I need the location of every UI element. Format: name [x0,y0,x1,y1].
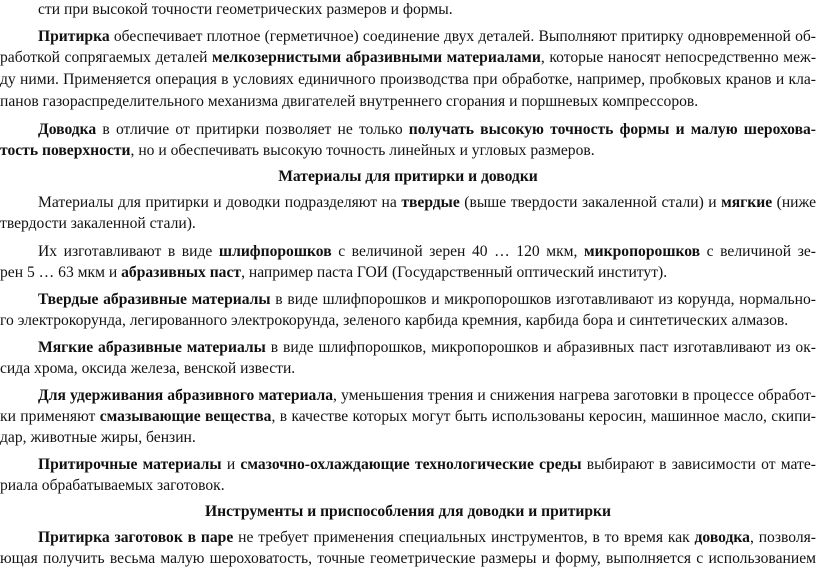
bold-term: Доводка [38,121,97,138]
text-line [0,549,816,569]
text-line [0,70,816,90]
text-run: (ниже [772,194,816,211]
text-run: (выше твердости закаленной стали) и [459,194,722,211]
text-run: обеспечивает плотное (герметичное) соединение двух деталей. Выполняют притирку одновременной об- [109,28,816,45]
text-line [0,92,816,112]
text-run: ющая получить весьма малую шероховатость, точные геометрические размеры и форму, выполняется с использованием [0,550,816,567]
paragraph-dovodka [38,120,816,140]
bold-term: тость поверхности [0,142,131,159]
bold-term: смазывающие вещества [99,408,272,425]
section-heading-tools [0,502,816,522]
bold-term: Материалы для притирки и доводки [278,168,538,185]
text-run: , в качестве которых могут быть использованы керосин, машинное масло, скипи- [271,408,816,425]
paragraph-materials [38,193,816,213]
bold-term: мелкозернистыми абразивными материалами [212,49,541,66]
bold-term: смазочно-охлаждающие технологические среды [240,456,582,473]
bold-term: микропорошков [584,243,701,260]
text-run: работкой сопрягаемых деталей [0,49,213,66]
bold-term: получать высокую точность формы и малую шерохова- [408,121,816,138]
bold-term: Мягкие абразивные материалы [38,339,266,356]
text-run: не требует применения специальных инструментов, в то время как [233,529,695,546]
text-run: сида хрома, оксида железа, венской извести. [0,360,296,377]
text-run: Их изготавливают в виде [38,243,219,260]
text-run: в виде шлифпорошков, микропорошков и абразивных паст изготавливают из ок- [265,339,816,356]
text-line [0,214,816,234]
text-run: ки применяют [0,408,100,425]
text-run: го электрокорунда, легированного электрокорунда, зеленого карбида кремния, карбида бора и синтетических алмазов. [0,312,789,329]
bold-term: Инструменты и приспособления для доводки и притирки [204,503,612,520]
paragraph-soft-abrasives [38,338,816,358]
text-line [0,428,816,448]
text-run: , но и обеспечивать высокую точность линейных и угловых размеров. [130,142,595,159]
text-run: в виде шлифпорошков и микропорошков изготавливают из корунда, нормально- [270,291,816,308]
text-line [0,311,816,331]
text-run: и [221,456,241,473]
text-run: , которые наносят непосредственно меж- [540,49,816,66]
text-line [0,476,816,496]
text-line [0,407,816,427]
text-run: сти при высокой точности геометрических размеров и формы. [38,1,453,18]
text-run: , например паста ГОИ (Государственный оптический институт). [241,264,668,281]
bold-term: твердые [401,194,460,211]
text-run: выбирают в зависимости от мате- [581,456,816,473]
paragraph-pritirka [38,27,816,47]
text-run: рен 5 … 63 мкм и [0,264,122,281]
bold-term: Притирка заготовок в паре [38,529,234,546]
paragraph-tools [38,528,816,548]
section-heading-materials [0,167,816,187]
text-run: в отличие от притирки позволяет не только [96,121,409,138]
bold-term: мягкие [721,194,773,211]
text-line [0,263,816,283]
bold-term: Для удерживания абразивного материала [38,387,334,404]
paragraph-hard-abrasives [38,290,816,310]
bold-term: Твердые абразивные материалы [38,291,271,308]
bold-term: Притирочные материалы [38,456,222,473]
text-run: панов газораспределительного механизма двигателей внутреннего сгорания и поршневых компрессоров. [0,93,699,110]
text-line [0,359,816,379]
text-run: ду ними. Применяется операция в условиях единичного производства при обработке, например, пробковых кранов и кла- [0,71,816,88]
paragraph-selection [38,455,816,475]
text-run: риала обрабатываемых заготовок. [0,477,225,494]
text-line [0,48,816,68]
text-run: Материалы для притирки и доводки подразделяют на [38,194,402,211]
text-run: с величиной зе- [700,243,816,260]
bold-term: шлифпорошков [218,243,332,260]
text-run: , позволя- [749,529,816,546]
text-run: , уменьшения трения и снижения нагрева заготовки в процессе обработ- [333,387,816,404]
paragraph-grain-sizes [38,242,816,262]
bold-term: абразивных паст [121,264,242,281]
bold-term: доводка [694,529,750,546]
text-line [0,141,816,161]
paragraph-lubricants [38,386,816,406]
text-run: твердости закаленной стали). [0,215,196,232]
bold-term: Притирка [38,28,110,45]
text-run: с величиной зерен 40 … 120 мкм, [331,243,585,260]
text-run: дар, животные жиры, бензин. [0,429,196,446]
text-line [38,0,816,20]
